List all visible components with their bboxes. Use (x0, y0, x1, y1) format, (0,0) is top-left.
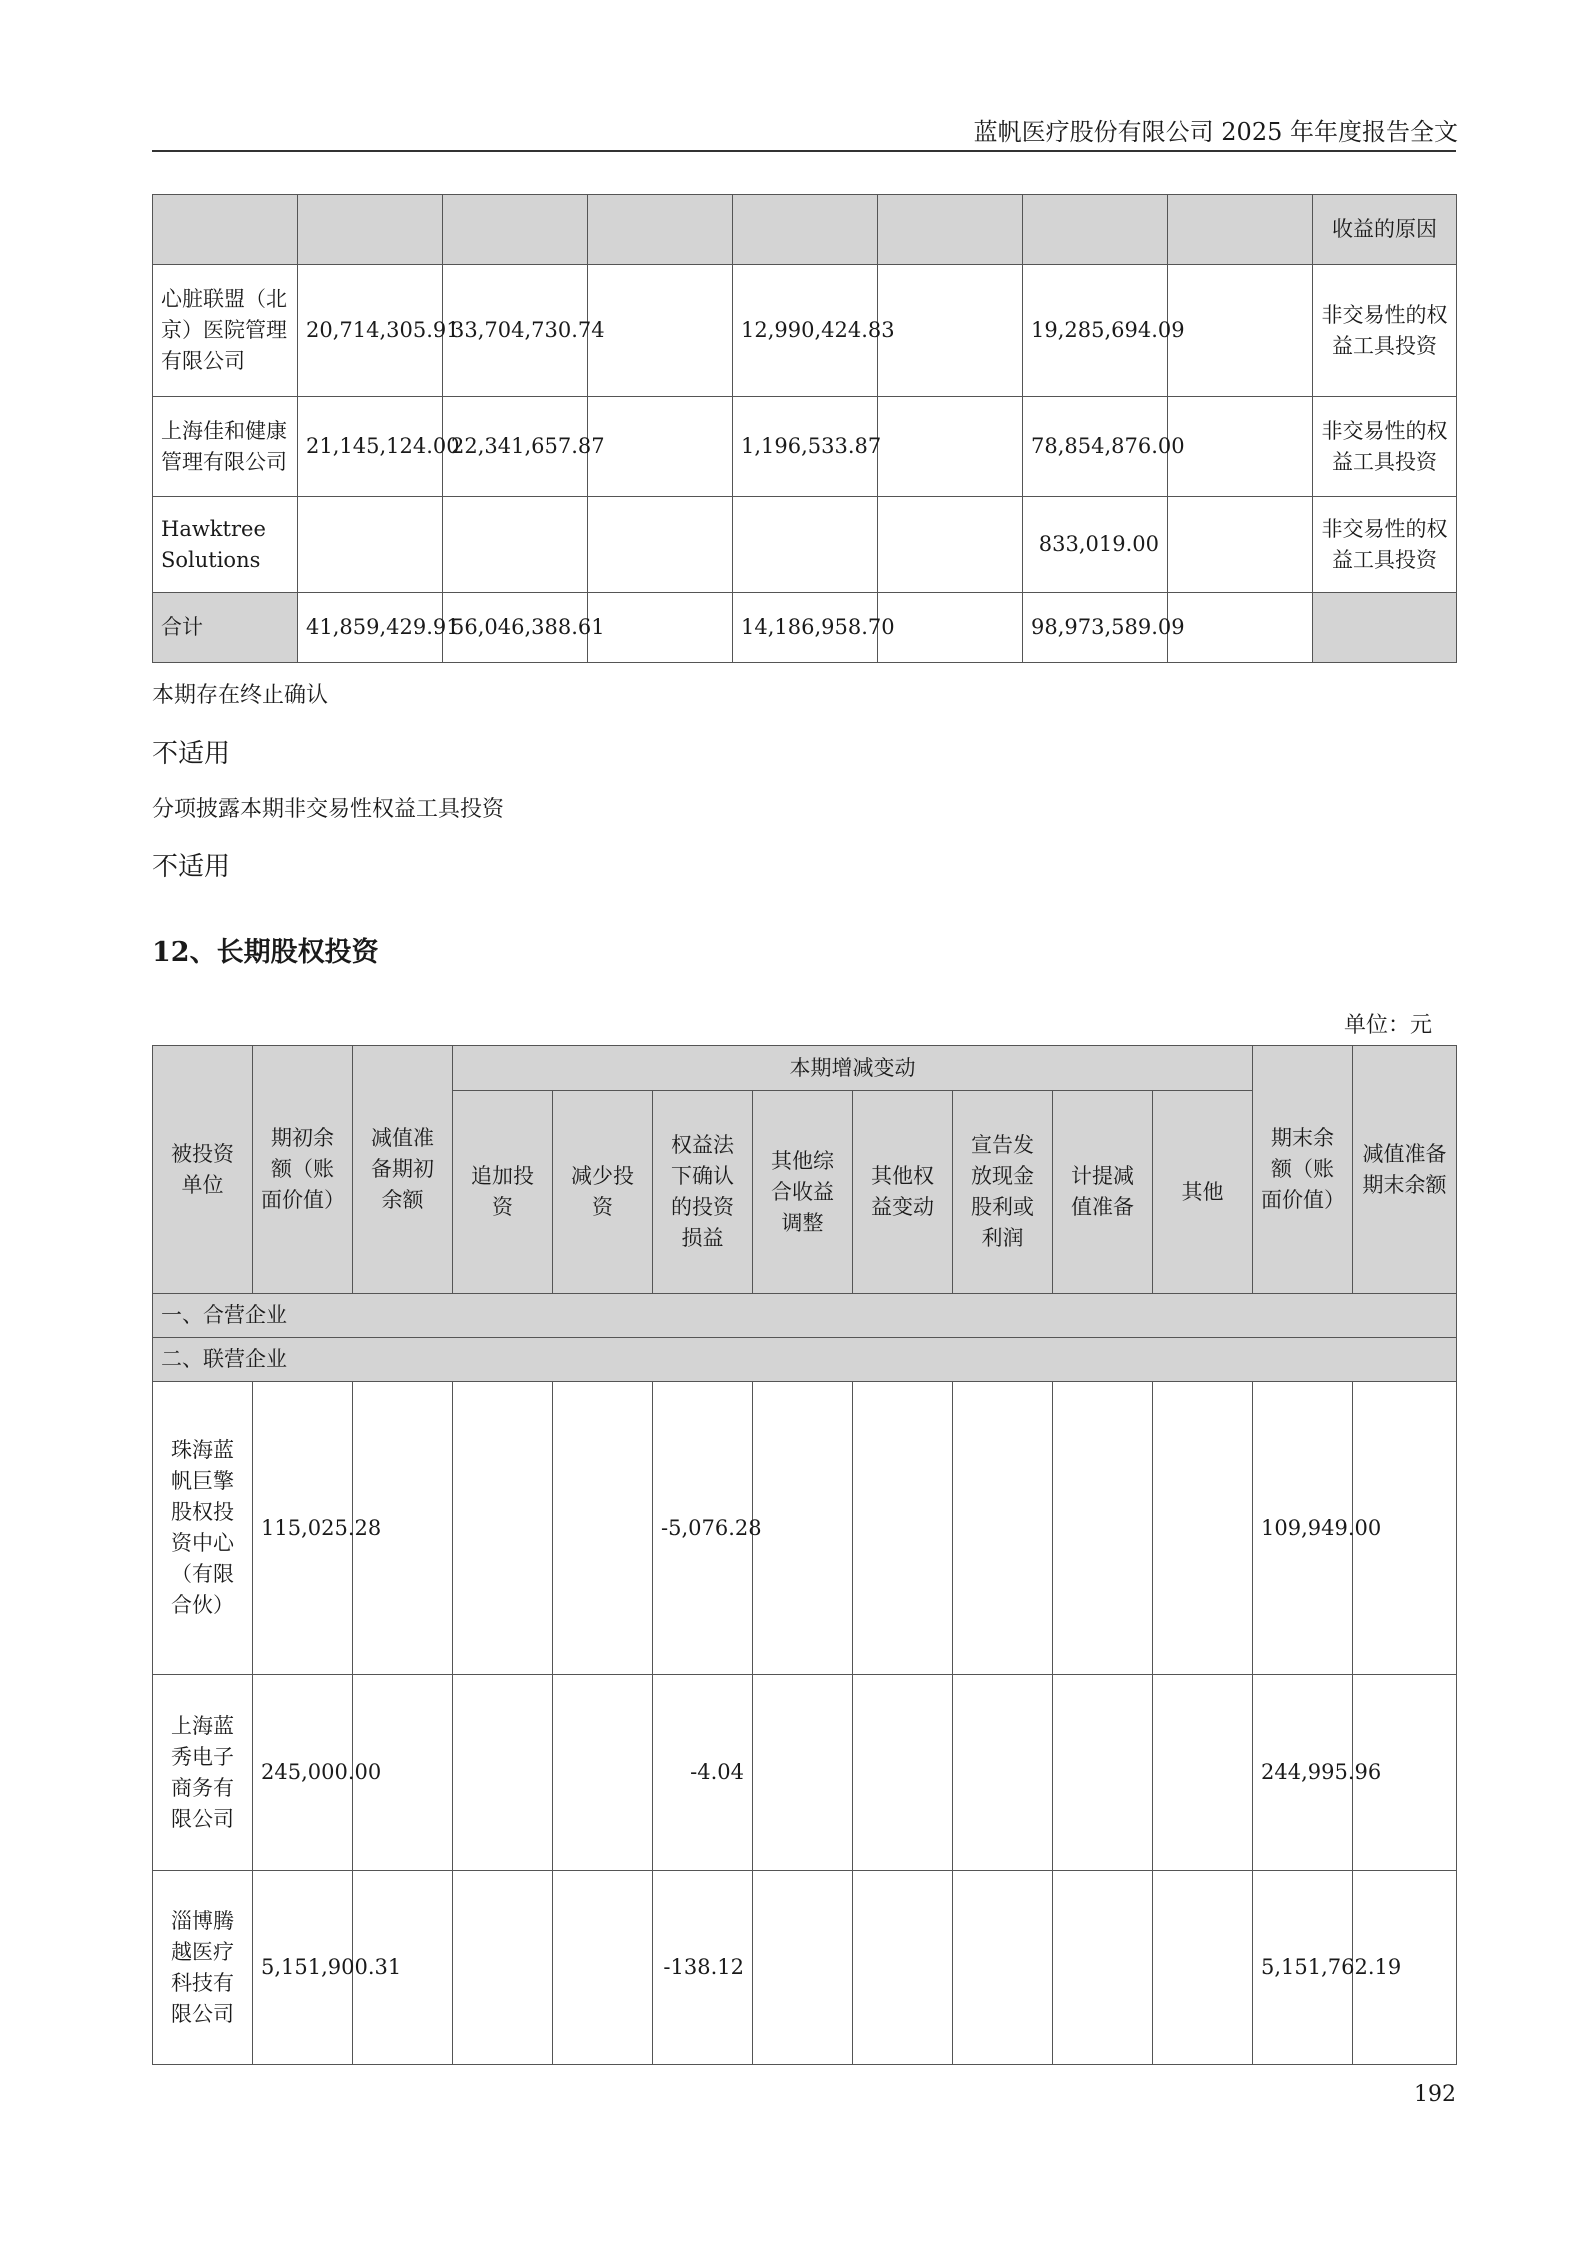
header-cell (1023, 195, 1168, 265)
cell (753, 1871, 853, 2065)
cell: 22,341,657.87 (443, 397, 588, 497)
cell (853, 1382, 953, 1675)
cell (878, 593, 1023, 663)
row-name: 上海佳和健康管理有限公司 (153, 397, 298, 497)
cell: 56,046,388.61 (443, 593, 588, 663)
cell: 20,714,305.91 (298, 265, 443, 397)
cell: 98,973,589.09 (1023, 593, 1168, 663)
cell (1053, 1382, 1153, 1675)
header-dividend: 宣告发放现金股利或利润 (953, 1091, 1053, 1294)
header-cell (588, 195, 733, 265)
cell (1168, 397, 1313, 497)
cell-equity: -4.04 (653, 1675, 753, 1871)
cell (953, 1382, 1053, 1675)
cell (453, 1382, 553, 1675)
page-number: 192 (1414, 2082, 1456, 2107)
header-impair: 计提减值准备 (1053, 1091, 1153, 1294)
row-reason: 非交易性的权益工具投资 (1313, 397, 1457, 497)
cell (553, 1675, 653, 1871)
cell: 41,859,429.91 (298, 593, 443, 663)
cell: 21,145,124.00 (298, 397, 443, 497)
cell-opening: 115,025.28 (253, 1382, 353, 1675)
cell (953, 1871, 1053, 2065)
cell: 12,990,424.83 (733, 265, 878, 397)
text-not-applicable: 不适用 (152, 739, 231, 769)
section-row (153, 1338, 1457, 1382)
cell: 1,196,533.87 (733, 397, 878, 497)
cell (953, 1675, 1053, 1871)
row-name: 上海蓝秀电子商务有限公司 (153, 1675, 253, 1871)
header-impair-close: 减值准备期末余额 (1353, 1046, 1457, 1294)
row-name: 心脏联盟（北京）医院管理有限公司 (153, 265, 298, 397)
header-opening: 期初余额（账面价值） (253, 1046, 353, 1294)
cell-closing: 109,949.00 (1253, 1382, 1353, 1675)
header-equity: 权益法下确认的投资损益 (653, 1091, 753, 1294)
cell: 33,704,730.74 (443, 265, 588, 397)
cell (1313, 593, 1457, 663)
cell (733, 497, 878, 593)
long-term-equity-table (152, 1045, 1457, 2065)
cell (1153, 1675, 1253, 1871)
cell (753, 1382, 853, 1675)
section-title: 12、长期股权投资 (152, 937, 379, 968)
table-row (153, 497, 1457, 593)
header-reason: 收益的原因 (1313, 195, 1457, 265)
cell (588, 497, 733, 593)
header-impair-open: 减值准备期初余额 (353, 1046, 453, 1294)
header-cell (733, 195, 878, 265)
table-row (153, 1871, 1457, 2065)
section-jv: 一、合营企业 (153, 1294, 1457, 1338)
total-label: 合计 (153, 593, 298, 663)
header-add: 追加投资 (453, 1091, 553, 1294)
row-name: Hawktree Solutions (153, 497, 298, 593)
cell: 19,285,694.09 (1023, 265, 1168, 397)
row-name: 珠海蓝帆巨擎股权投资中心（有限合伙） (153, 1382, 253, 1675)
header-closing: 期末余额（账面价值） (1253, 1046, 1353, 1294)
cell: 14,186,958.70 (733, 593, 878, 663)
cell (553, 1871, 653, 2065)
section-assoc: 二、联营企业 (153, 1338, 1457, 1382)
header-cell (1168, 195, 1313, 265)
cell: 78,854,876.00 (1023, 397, 1168, 497)
cell (1153, 1382, 1253, 1675)
total-row (153, 593, 1457, 663)
header-rule (152, 150, 1456, 152)
text-not-applicable: 不适用 (152, 852, 231, 882)
row-reason: 非交易性的权益工具投资 (1313, 497, 1457, 593)
cell (878, 265, 1023, 397)
cell (1168, 497, 1313, 593)
cell-closing: 244,995.96 (1253, 1675, 1353, 1871)
header-cell (443, 195, 588, 265)
table-header-row (153, 195, 1457, 265)
cell-opening: 5,151,900.31 (253, 1871, 353, 2065)
table-row (153, 1675, 1457, 1871)
cell (1053, 1675, 1153, 1871)
cell (878, 397, 1023, 497)
unit-label: 单位：元 (1343, 1013, 1432, 1038)
header-oci: 其他综合收益调整 (753, 1091, 853, 1294)
row-name: 淄博腾越医疗科技有限公司 (153, 1871, 253, 2065)
cell (753, 1675, 853, 1871)
row-reason: 非交易性的权益工具投资 (1313, 265, 1457, 397)
header-cell (153, 195, 298, 265)
header-investee: 被投资单位 (153, 1046, 253, 1294)
cell (453, 1675, 553, 1871)
header-other-eq: 其他权益变动 (853, 1091, 953, 1294)
table-row (153, 397, 1457, 497)
text-disclosure: 分项披露本期非交易性权益工具投资 (152, 797, 505, 822)
cell (1153, 1871, 1253, 2065)
cell (298, 497, 443, 593)
cell (443, 497, 588, 593)
cell-equity: -138.12 (653, 1871, 753, 2065)
cell (553, 1382, 653, 1675)
header-cell (298, 195, 443, 265)
cell (1053, 1871, 1153, 2065)
cell-equity: -5,076.28 (653, 1382, 753, 1675)
cell (588, 397, 733, 497)
text-termination: 本期存在终止确认 (152, 683, 329, 708)
header-change-group: 本期增减变动 (453, 1046, 1253, 1091)
cell (1168, 265, 1313, 397)
cell (1168, 593, 1313, 663)
header-cell (878, 195, 1023, 265)
cell (878, 497, 1023, 593)
report-header-title: 蓝帆医疗股份有限公司 2025 年年度报告全文 (973, 118, 1458, 146)
cell (853, 1675, 953, 1871)
cell (853, 1871, 953, 2065)
cell (453, 1871, 553, 2065)
cell (588, 265, 733, 397)
cell: 833,019.00 (1023, 497, 1168, 593)
equity-instrument-table (152, 194, 1457, 663)
header-other: 其他 (1153, 1091, 1253, 1294)
table-header-row (153, 1046, 1457, 1091)
table-row (153, 265, 1457, 397)
cell-opening: 245,000.00 (253, 1675, 353, 1871)
cell-closing: 5,151,762.19 (1253, 1871, 1353, 2065)
cell (588, 593, 733, 663)
header-reduce: 减少投资 (553, 1091, 653, 1294)
section-row (153, 1294, 1457, 1338)
table-row (153, 1382, 1457, 1675)
